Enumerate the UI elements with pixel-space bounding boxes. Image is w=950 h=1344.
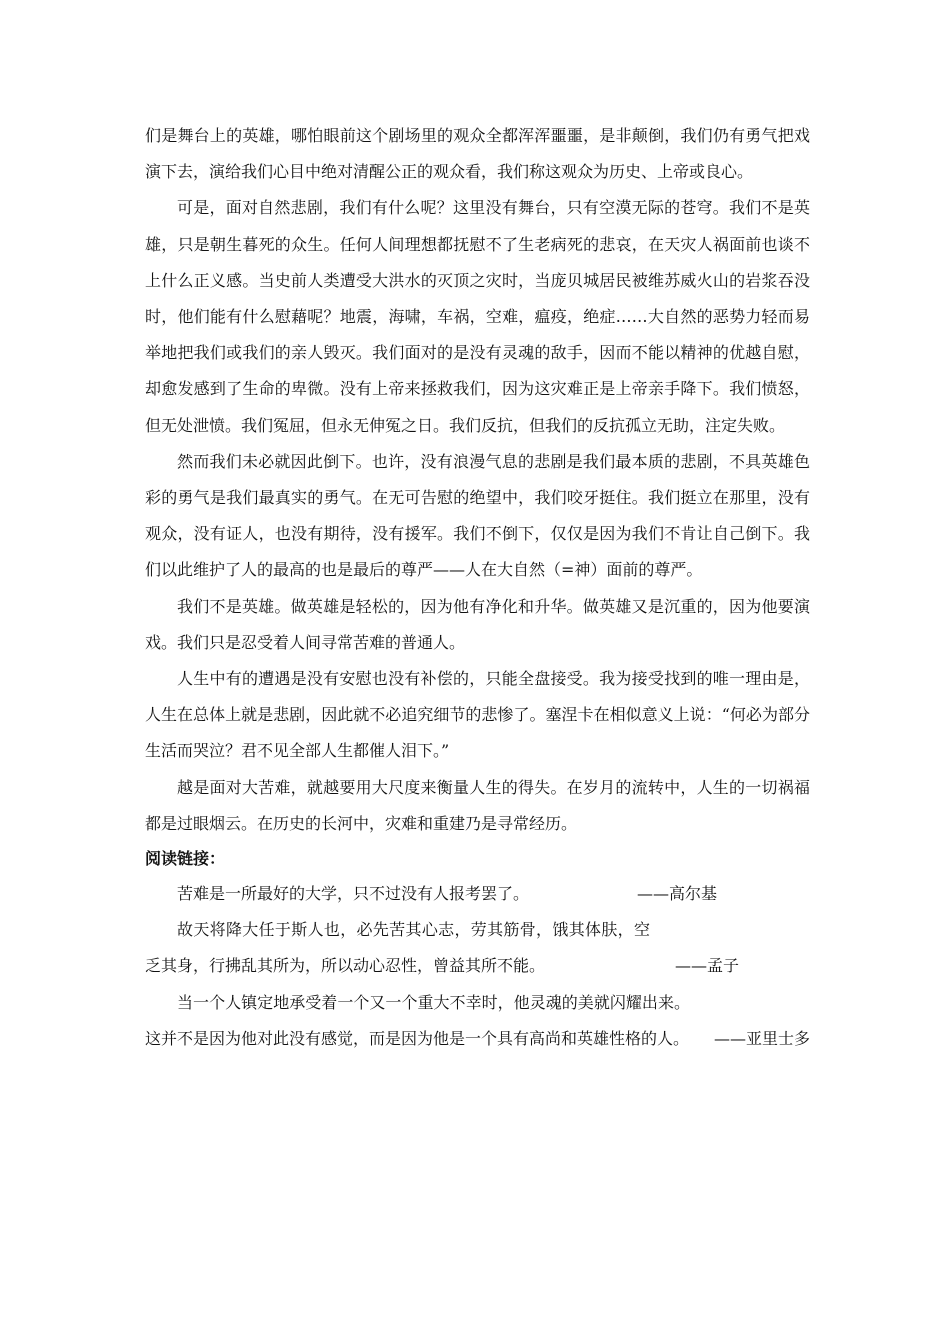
paragraph-1: 们是舞台上的英雄，哪怕眼前这个剧场里的观众全都浑浑噩噩，是非颠倒，我们仍有勇气把戏演下去，演给我们心目中绝对清醒公正的观众看，我们称这观众为历史、上帝或良心。 xyxy=(145,126,810,182)
paragraph-4: 我们不是英雄。做英雄是轻松的，因为他有净化和升华。做英雄又是沉重的，因为他要演戏。我们只是忍受着人间寻常苦难的普通人。 xyxy=(145,596,810,652)
quote-text: 苦难是一所最好的大学，只不过没有人报考罢了。 xyxy=(177,884,530,904)
paragraph-5: 人生中有的遭遇是没有安慰也没有补偿的，只能全盘接受。我为接受找到的唯一理由是，人生在总体上就是悲剧，因此就不必追究细节的悲惨了。塞涅卡在相似意义上说：“何必为部分生活而哭泣？君不见全部人生都催人泪下。” xyxy=(145,669,810,761)
quote-text: 当一个人镇定地承受着一个又一个重大不幸时，他灵魂的美就闪耀出来。这并不是因为他对此没有感觉，而是因为他是一个具有高尚和英雄性格的人。 xyxy=(145,992,690,1048)
quote-gorky xyxy=(145,876,810,912)
quote-text: 故天将降大任于斯人也，必先苦其心志，劳其筋骨，饿其体肤，空乏其身，行拂乱其所为，所以动心忍性，曾益其所不能。 xyxy=(145,920,650,976)
paragraph-3: 然而我们未必就因此倒下。也许，没有浪漫气息的悲剧是我们最本质的悲剧，不具英雄色彩的勇气是我们最真实的勇气。在无可告慰的绝望中，我们咬牙挺住。我们挺立在那里，没有观众，没有证人，也没有期待，没有援军。我们不倒下，仅仅是因为我们不肯让自己倒下。我们以此维护了人的最高的也是最后的尊严——人在大自然（=神）面前的尊严。 xyxy=(145,451,810,580)
quote-mencius xyxy=(145,912,810,984)
paragraph-2: 可是，面对自然悲剧，我们有什么呢？这里没有舞台，只有空漠无际的苍穹。我们不是英雄，只是朝生暮死的众生。任何人间理想都抚慰不了生老病死的悲哀，在天灾人祸面前也谈不上什么正义感。当史前人类遭受大洪水的灭顶之灾时，当庞贝城居民被维苏威火山的岩浆吞没时，他们能有什么慰藉呢？地震，海啸，车祸，空难，瘟疫，绝症……大自然的恶势力轻而易举地把我们或我们的亲人毁灭。我们面对的是没有灵魂的敌手，因而不能以精神的优越自慰，却愈发感到了生命的卑微。没有上帝来拯救我们，因为这灾难正是上帝亲手降下。我们愤怒，但无处泄愤。我们冤屈，但永无伸冤之日。我们反抗，但我们的反抗孤立无助，注定失败。 xyxy=(145,198,810,435)
quote-author: ——孟子 xyxy=(675,956,740,976)
paragraph-6: 越是面对大苦难，就越要用大尺度来衡量人生的得失。在岁月的流转中，人生的一切祸福都是过眼烟云。在历史的长河中，灾难和重建乃是寻常经历。 xyxy=(145,777,810,833)
article-body xyxy=(145,118,810,1057)
quote-aristotle xyxy=(145,985,810,1057)
quote-author: ——亚里士多 xyxy=(713,1028,810,1048)
quote-author: ——高尔基 xyxy=(637,884,718,904)
reading-links-heading: 阅读链接： xyxy=(145,849,226,869)
